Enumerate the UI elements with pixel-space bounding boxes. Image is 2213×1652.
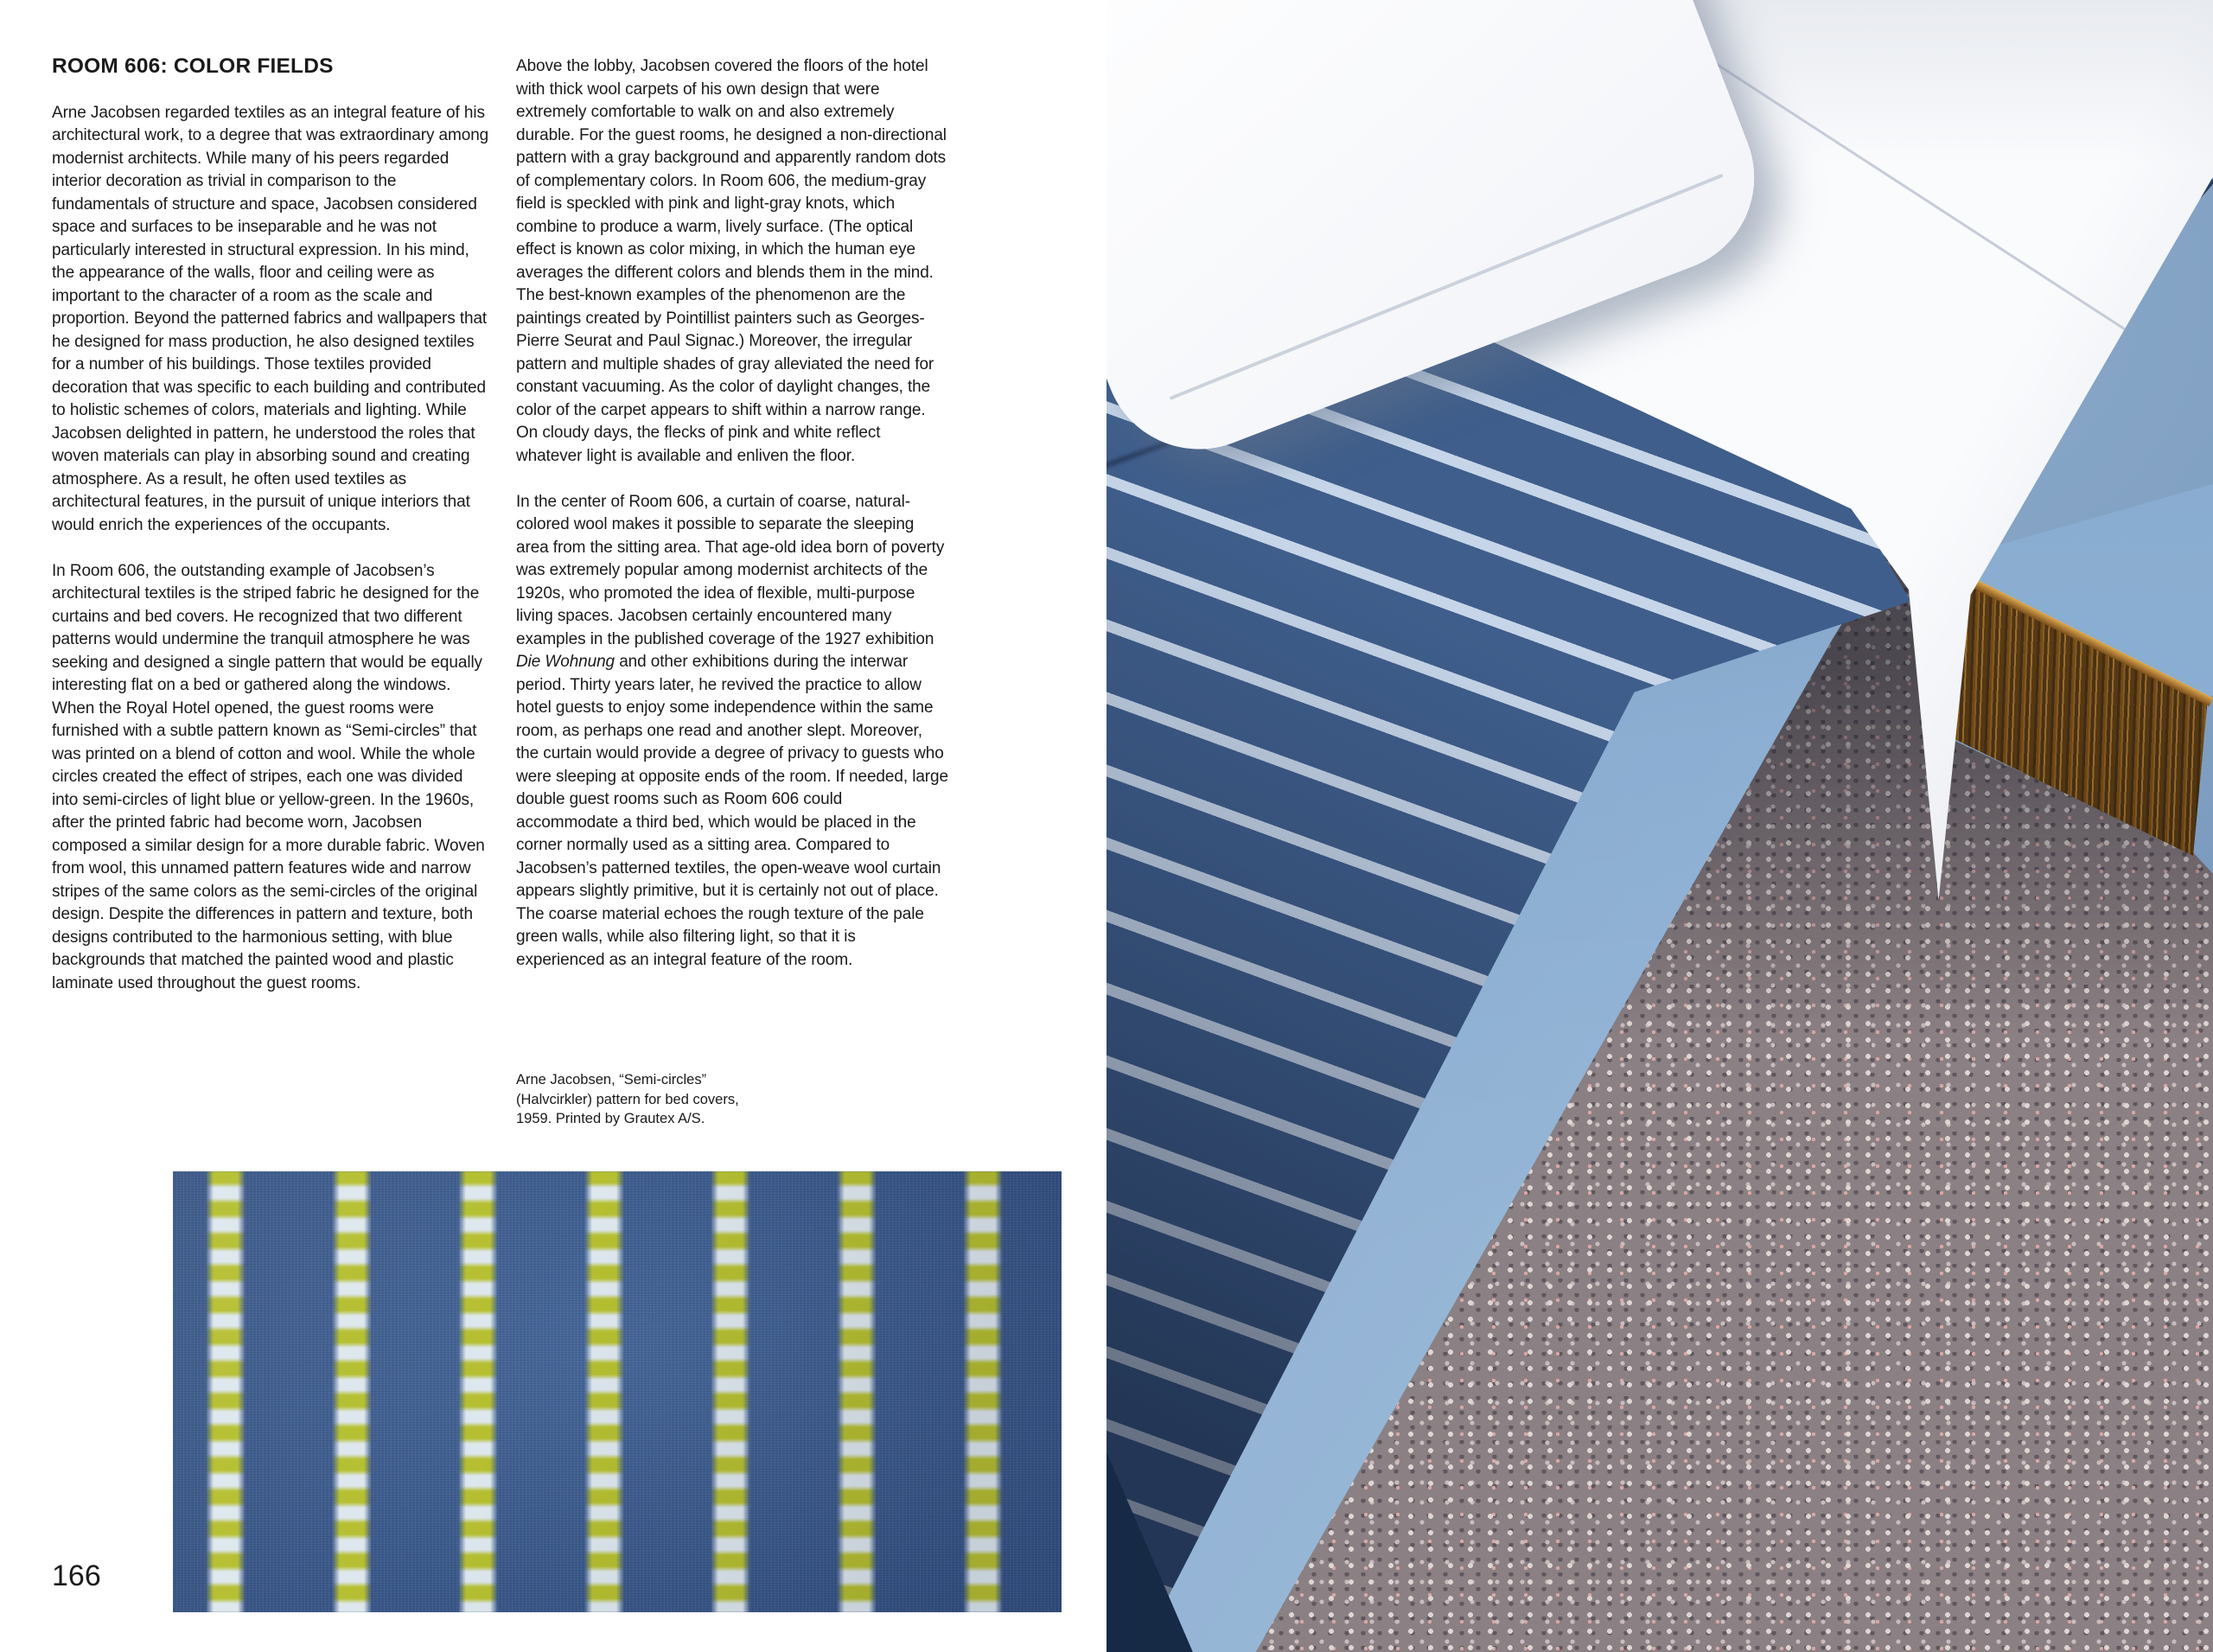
column1-paragraph-2: In Room 606, the outstanding example of Jacobsen’s architectural textiles is the striped fabric he designed for the curtains and bed covers. He recognized that two different patterns would undermine the tranquil atmosphere he was seeking and designed a single pattern that would be equally interesting flat on a bed or gathered along the windows. When the Royal Hotel opened, the guest rooms were furnished with a subtle pattern known as “Semi-circles” that was printed on a blend of cotton and wool. While the whole circles created the effect of stripes, each one was divided into semi-circles of light blue or yellow-green. In the 1960s, after the printed fabric had become worn, Jacobsen composed a similar design for a more durable fabric. Woven from wool, this unnamed pattern features wide and narrow stripes of the same colors as the semi-circles of the original design. Despite the differences in pattern and texture, both designs contributed to the harmonious setting, with blue backgrounds that matched the painted wood and plastic laminate used throughout the guest rooms. xyxy=(52,561,485,992)
italic-book-title: Die Wohnung xyxy=(516,653,615,671)
figure-caption-line-3: 1959. Printed by Grautex A/S. xyxy=(516,1111,705,1126)
column2-paragraph-1: Above the lobby, Jacobsen covered the floors of the hotel with thick wool carpets of his own design that were extremely comfortable to walk on and also extremely durable. For the guest rooms, he designed a non-directional pattern with a gray background and apparently random dots of complementary colors. In Room 606, the medium-gray field is speckled with pink and light-gray knots, which combine to produce a warm, lively surface. (The optical effect is known as color mixing, in which the human eye averages the different colors and blends them in the mind. The best-known examples of the phenomenon are the paintings created by Pointillist painters such as Georges-Pierre Seurat and Paul Signac.) Moreover, the irregular pattern and multiple shades of gray alleviated the need for constant vacuuming. As the color of daylight changes, the color of the carpet appears to shift within a narrow range. On cloudy days, the flecks of pink and white reflect whatever light is available and enliven the floor. xyxy=(516,57,947,465)
column1-paragraph-1: Arne Jacobsen regarded textiles as an integral feature of his architectural work, to a degree that was extraordinary among modernist architects. While many of his peers regarded interior decoration as trivial in comparison to the fundamentals of structure and space, Jacobsen considered space and surfaces to be inseparable and he was not particularly interested in structural expression. In his mind, the appearance of the walls, floor and ceiling were as important to the character of a room as the scale and proportion. Beyond the patterned fabrics and wallpapers that he designed for mass production, he also designed textiles for a number of his buildings. Those textiles provided decoration that was specific to each building and contributed to holistic schemes of colors, materials and lighting. While Jacobsen delighted in pattern, he understood the roles that woven materials can play in absorbing sound and creating atmosphere. As a result, he often used textiles as architectural features, in the pursuit of unique interiors that would enrich the experiences of the occupants. xyxy=(52,103,489,534)
body-column-2 xyxy=(516,55,948,972)
fabric-texture-sheen xyxy=(173,1171,1062,1612)
left-page xyxy=(0,0,1106,1652)
column2-paragraph-2 xyxy=(516,491,948,973)
column2-paragraph-2-text-after: and other exhibitions during the interwar period. Thirty years later, he revived the practice to allow hotel guests to enjoy some independence within the same room, as perhaps one read and another slept. Moreover, the curtain would provide a degree of privacy to guests who were sleeping at opposite ends of the room. If needed, large double guest rooms such as Room 606 could accommodate a third bed, which would be placed in the corner normally used as a sitting area. Compared to Jacobsen’s patterned textiles, the open-weave wool curtain appears slightly primitive, but it is certainly not out of place. The coarse material echoes the rough texture of the pale green walls, while also filtering light, so that it is experienced as an integral feature of the room. xyxy=(516,653,948,969)
body-column-1 xyxy=(52,55,490,995)
page-title: ROOM 606: COLOR FIELDS xyxy=(52,54,334,78)
page-number: 166 xyxy=(52,1560,101,1592)
figure-caption-line-2: (Halvcirkler) pattern for bed covers, xyxy=(516,1091,739,1107)
figure-caption xyxy=(516,1070,739,1129)
column2-paragraph-2-text: In the center of Room 606, a curtain of coarse, natural-colored wool makes it possible to separate the sleeping area from the sitting area. That age-old idea born of poverty was extremely popular among modernist architects of the 1920s, who promoted the idea of flexible, multi-purpose living spaces. Jacobsen certainly encountered many examples in the published coverage of the 1927 exhibition xyxy=(516,492,945,648)
fabric-swatch-image xyxy=(173,1171,1062,1612)
room-photo xyxy=(1106,0,2213,1652)
figure-caption-line-1: Arne Jacobsen, “Semi-circles” xyxy=(516,1072,707,1088)
